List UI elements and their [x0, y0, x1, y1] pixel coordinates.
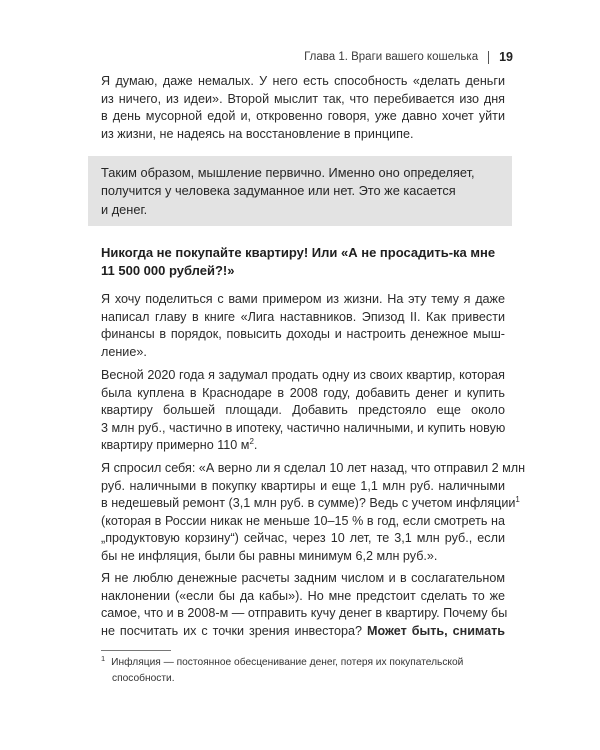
callout-line: Таким образом, мышление первично. Именно оно определяет,	[101, 165, 475, 180]
text-segment: в недешевый ремонт (3,1 млн руб. в сумме)? Ведь с учетом инфляции	[101, 496, 516, 511]
header-divider	[488, 51, 489, 64]
section-heading	[101, 244, 505, 280]
heading-line: 11 500 000 рублей?!»	[101, 263, 235, 278]
text-line: в день мусорной едой и, откровенно говоря, уже давно хочет уйти	[101, 109, 505, 124]
superscript-two: 2	[249, 437, 254, 447]
text-segment: .	[253, 438, 258, 453]
text-line: квартиру большей площади. Добавить предстояло еще около	[101, 403, 505, 418]
text-line: „продуктовую корзину“) сейчас, через 10 лет, те 3,1 млн руб., если	[101, 531, 505, 546]
text-line: Я хочу поделиться с вами примером из жизни. На эту тему я даже	[101, 292, 505, 306]
text-line: самое, что и в 2008-м — отправить кучу денег в квартиру. Почему бы	[101, 606, 508, 621]
footnote	[101, 655, 505, 687]
text-line: из ничего, из идеи». Второй мыслит так, что перебивается изо дня	[101, 91, 505, 106]
text-line: наклонении («если бы да кабы»). Но мне предстоит сделать то же	[101, 588, 505, 603]
paragraph-3	[101, 460, 526, 566]
text-line: из жизни, не надеясь на восстановление в принципе.	[101, 126, 414, 141]
intro-paragraph	[101, 73, 505, 143]
text-line: 3 млн руб., частично в ипотеку, частично наличными, и купить новую	[101, 420, 506, 435]
footnote-text: Инфляция — постоянное обесценивание денег, потеря их покупательской	[111, 657, 464, 668]
paragraph-2	[101, 367, 505, 455]
footnote-line	[101, 655, 505, 671]
text-line: Весной 2020 года я задумал продать одну из своих квартир, которая	[101, 368, 505, 382]
running-head	[304, 50, 513, 64]
callout-line: и денег.	[101, 201, 148, 217]
text-segment: не посчитать их с точки зрения инвестора?	[101, 623, 367, 638]
text-line: Я думаю, даже немалых. У него есть способность «делать деньги	[101, 74, 505, 88]
paragraph-1	[101, 291, 505, 361]
callout-text	[101, 164, 501, 219]
text-line: написал главу в книге «Лига наставников. Эпизод II. Как привести	[101, 309, 505, 324]
text-line: была куплена в Краснодаре в 2008 году, добавить денег и купить	[101, 385, 505, 400]
footnote-line: способности.	[112, 672, 175, 684]
page-number: 19	[499, 50, 513, 64]
text-line	[101, 495, 520, 513]
text-line: ление».	[101, 344, 147, 359]
heading-line: Никогда не покупайте квартиру! Или «А не просадить-ка мне	[101, 245, 496, 260]
footnote-ref[interactable]: 1	[515, 495, 520, 504]
text-line: Я не люблю денежные расчеты задним числом и в сослагательном	[101, 571, 505, 585]
text-line: (которая в России никак не меньше 10–15 % в год, если смотреть на	[101, 513, 505, 528]
paragraph-4	[101, 570, 508, 640]
chapter-title: Глава 1. Враги вашего кошелька	[304, 51, 479, 63]
footnote-divider	[101, 650, 171, 651]
text-line: руб. наличными в покупку квартиры и еще 1,1 млн руб. наличными	[101, 478, 505, 493]
text-line	[101, 623, 505, 641]
text-segment: квартиру примерно 110 м	[101, 438, 250, 453]
bold-segment: Может быть, снимать	[366, 623, 505, 638]
text-line: бы не инфляция, были бы равны минимум 6,2 млн руб.».	[101, 548, 438, 563]
footnote-number: 1	[101, 653, 106, 663]
text-line	[101, 437, 505, 455]
text-line: финансы в порядок, повысить доходы и настроить денежное мыш-	[101, 327, 505, 342]
callout-line: получится у человека задуманное или нет. Это же касается	[101, 183, 456, 199]
text-line: Я спросил себя: «А верно ли я сделал 10 лет назад, что отправил 2 млн	[101, 461, 526, 475]
